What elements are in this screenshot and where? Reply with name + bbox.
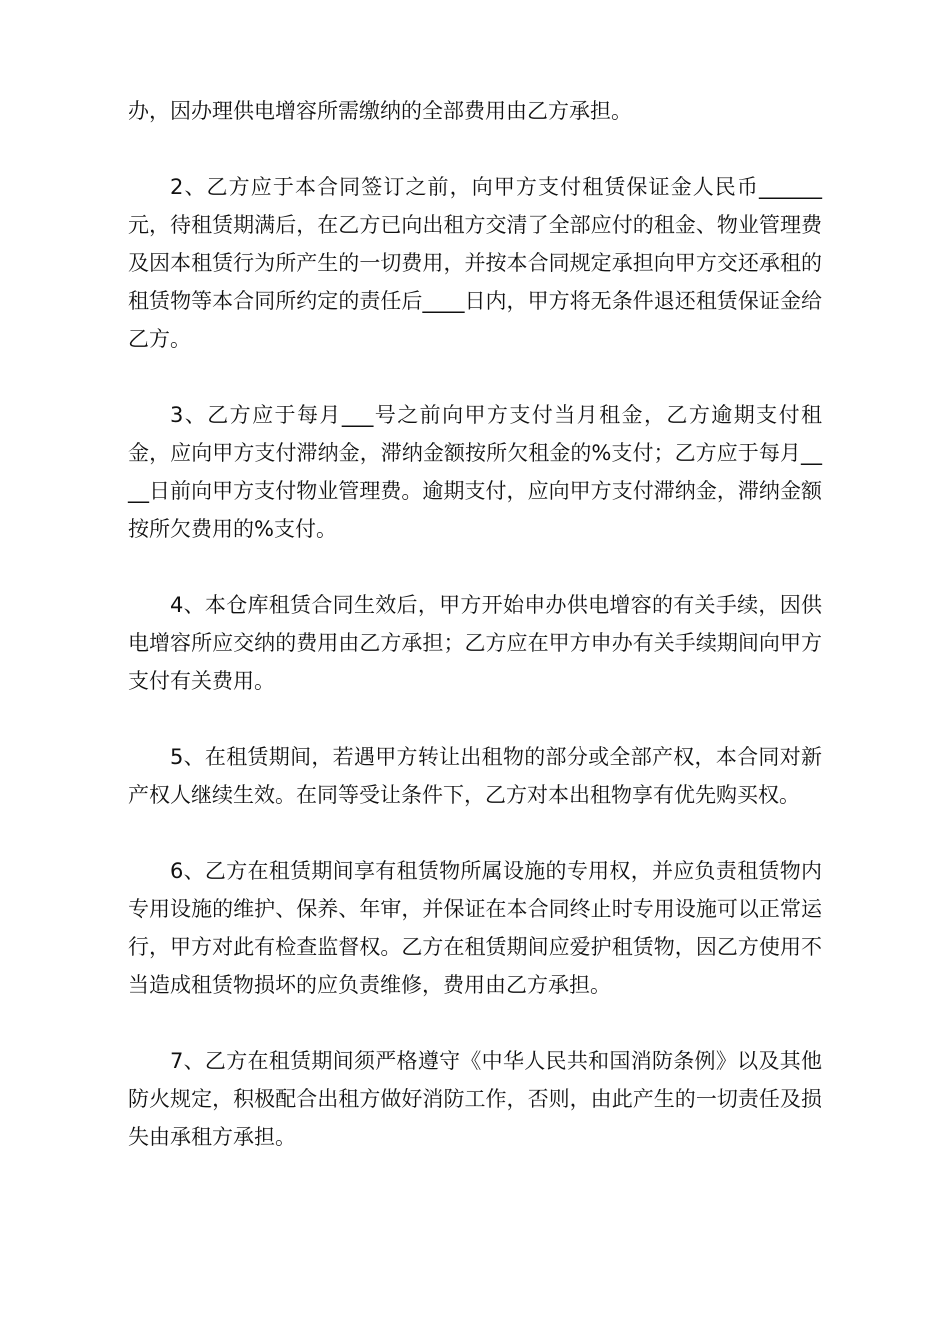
paragraph-clause-6: 6、乙方在租赁期间享有租赁物所属设施的专用权，并应负责租赁物内专用设施的维护、保养、年审，并保证在本合同终止时专用设施可以正常运行，甲方对此有检查监督权。乙方在租赁期间应爱护租赁物，因乙方使用不当造成租赁物损坏的应负责维修，费用由乙方承担。	[128, 859, 822, 997]
paragraph-clause-4: 4、本仓库租赁合同生效后，甲方开始申办供电增容的有关手续，因供电增容所应交纳的费用由乙方承担；乙方应在甲方申办有关手续期间向甲方支付有关费用。	[128, 593, 822, 693]
paragraph-clause-5: 5、在租赁期间，若遇甲方转让出租物的部分或全部产权，本合同对新产权人继续生效。在同等受让条件下，乙方对本出租物享有优先购买权。	[128, 745, 822, 807]
paragraph-clause-3: 3、乙方应于每月___号之前向甲方支付当月租金，乙方逾期支付租金，应向甲方支付滞纳金，滞纳金额按所欠租金的%支付；乙方应于每月____日前向甲方支付物业管理费。逾期支付，应向甲方支付滞纳金，滞纳金额按所欠费用的%支付。	[128, 403, 822, 541]
paragraph-clause-7: 7、乙方在租赁期间须严格遵守《中华人民共和国消防条例》以及其他防火规定，积极配合出租方做好消防工作，否则，由此产生的一切责任及损失由承租方承担。	[128, 1049, 822, 1149]
paragraph-continuation: 办，因办理供电增容所需缴纳的全部费用由乙方承担。	[128, 99, 632, 123]
document-body	[128, 92, 822, 1194]
paragraph-clause-2: 2、乙方应于本合同签订之前，向甲方支付租赁保证金人民币______元，待租赁期满后，在乙方已向出租方交清了全部应付的租金、物业管理费及因本租赁行为所产生的一切费用，并按本合同规定承担向甲方交还承租的租赁物等本合同所约定的责任后____日内，甲方将无条件退还租赁保证金给乙方。	[128, 175, 822, 351]
